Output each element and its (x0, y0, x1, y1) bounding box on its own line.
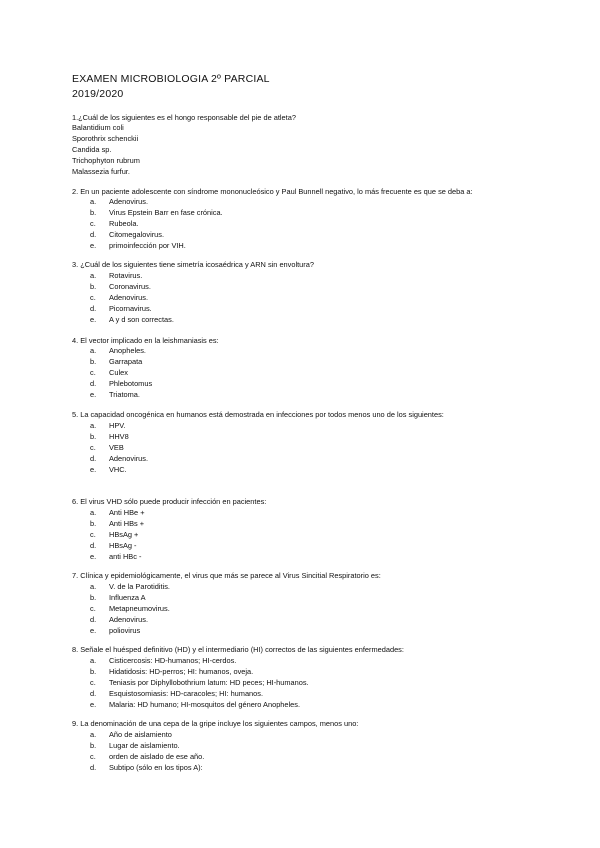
option-text: Esquistosomiasis: HD-caracoles; HI: humanos. (109, 689, 264, 698)
option-text: Teniasis por Diphyllobothrium latum: HD peces; HI-humanos. (109, 678, 309, 687)
option-letter: b. (90, 282, 97, 291)
question-7-text: 7. Clínica y epidemiológicamente, el virus que más se parece al Virus Sincitial Respiratorio es: (72, 571, 381, 580)
option-text: HHV8 (109, 432, 129, 441)
option-text: Anti HBe + (109, 508, 145, 517)
option-letter: a. (90, 421, 97, 430)
option-letter: a. (90, 508, 97, 517)
option-text: orden de aislado de ese año. (109, 752, 205, 761)
option-letter: a. (90, 346, 97, 355)
option-text: VEB (109, 443, 124, 452)
option-text: Cisticercosis: HD-humanos; HI-cerdos. (109, 656, 237, 665)
option-text: HPV. (109, 421, 126, 430)
question-1-option: Candida sp. (72, 145, 112, 154)
option-letter: b. (90, 519, 97, 528)
option-letter: d. (90, 615, 97, 624)
option-text: Hidatidosis: HD-perros; HI: humanos, oveja. (109, 667, 254, 676)
option-text: Triatoma. (109, 390, 140, 399)
option-text: Virus Epstein Barr en fase crónica. (109, 208, 223, 217)
option-text: Garrapata (109, 357, 143, 366)
option-letter: c. (90, 293, 96, 302)
question-1-option: Balantidium coli (72, 123, 124, 132)
question-2-text: 2. En un paciente adolescente con síndrome mononucleósico y Paul Bunnell negativo, lo más frecuente es que se deba a: (72, 187, 473, 196)
option-letter: d. (90, 763, 97, 772)
option-letter: b. (90, 667, 97, 676)
option-text: Adenovirus. (109, 293, 149, 302)
option-text: Culex (109, 368, 128, 377)
option-letter: c. (90, 752, 96, 761)
option-letter: e. (90, 315, 97, 324)
option-letter: a. (90, 730, 97, 739)
option-text: V. de la Parotiditis. (109, 582, 170, 591)
option-letter: d. (90, 541, 97, 550)
option-letter: e. (90, 241, 97, 250)
option-text: Phlebotomus (109, 379, 153, 388)
option-letter: a. (90, 197, 97, 206)
option-letter: c. (90, 530, 96, 539)
option-letter: a. (90, 271, 97, 280)
option-text: HBsAg + (109, 530, 139, 539)
option-text: A y d son correctas. (109, 315, 174, 324)
option-letter: d. (90, 454, 97, 463)
option-letter: e. (90, 465, 97, 474)
question-9-text: 9. La denominación de una cepa de la gripe incluye los siguientes campos, menos uno: (72, 719, 359, 728)
option-letter: d. (90, 230, 97, 239)
option-letter: d. (90, 304, 97, 313)
option-letter: d. (90, 379, 97, 388)
option-text: Metapneumovirus. (109, 604, 170, 613)
exam-year: 2019/2020 (72, 88, 124, 100)
option-letter: e. (90, 552, 97, 561)
option-letter: b. (90, 208, 97, 217)
option-text: Citomegalovirus. (109, 230, 165, 239)
option-text: Influenza A (109, 593, 146, 602)
option-letter: b. (90, 593, 97, 602)
option-text: Lugar de aislamiento. (109, 741, 180, 750)
option-text: Año de aislamiento (109, 730, 172, 739)
option-text: Adenovirus. (109, 197, 149, 206)
option-letter: a. (90, 582, 97, 591)
question-1-option: Trichophyton rubrum (72, 156, 140, 165)
question-6-text: 6. El virus VHD sólo puede producir infección en pacientes: (72, 497, 267, 506)
option-letter: c. (90, 368, 96, 377)
option-letter: b. (90, 741, 97, 750)
option-text: Subtipo (sólo en los tipos A): (109, 763, 203, 772)
question-3-text: 3. ¿Cuál de los siguientes tiene simetría icosaédrica y ARN sin envoltura? (72, 260, 314, 269)
option-text: Rotavirus. (109, 271, 143, 280)
option-text: Malaria: HD humano; HI-mosquitos del género Anopheles. (109, 700, 301, 709)
option-letter: c. (90, 604, 96, 613)
option-text: Rubeola. (109, 219, 139, 228)
option-letter: e. (90, 626, 97, 635)
option-text: VHC. (109, 465, 127, 474)
option-text: Picornavirus. (109, 304, 152, 313)
question-8-text: 8. Señale el huésped definitivo (HD) y el intermediario (HI) correctos de las siguientes enfermedades: (72, 645, 404, 654)
option-text: HBsAg - (109, 541, 137, 550)
option-text: anti HBc - (109, 552, 142, 561)
option-text: primoinfección por VIH. (109, 241, 186, 250)
question-5-text: 5. La capacidad oncogénica en humanos está demostrada en infecciones por todos menos uno de los siguientes: (72, 410, 444, 419)
option-text: Anopheles. (109, 346, 146, 355)
option-text: Adenovirus. (109, 454, 149, 463)
question-1-option: Malassezia furfur. (72, 167, 130, 176)
option-text: poliovirus (109, 626, 141, 635)
option-letter: c. (90, 443, 96, 452)
option-letter: c. (90, 678, 96, 687)
option-letter: d. (90, 689, 97, 698)
question-1-option: Sporothrix schenckii (72, 134, 139, 143)
option-text: Anti HBs + (109, 519, 145, 528)
option-text: Coronavirus. (109, 282, 151, 291)
exam-title: EXAMEN MICROBIOLOGIA 2º PARCIAL (72, 73, 270, 85)
question-4-text: 4. El vector implicado en la leishmaniasis es: (72, 336, 219, 345)
option-letter: e. (90, 700, 97, 709)
option-letter: b. (90, 357, 97, 366)
option-text: Adenovirus. (109, 615, 149, 624)
question-1-text: 1.¿Cuál de los siguientes es el hongo responsable del pie de atleta? (72, 113, 296, 122)
option-letter: e. (90, 390, 97, 399)
option-letter: b. (90, 432, 97, 441)
option-letter: a. (90, 656, 97, 665)
option-letter: c. (90, 219, 96, 228)
